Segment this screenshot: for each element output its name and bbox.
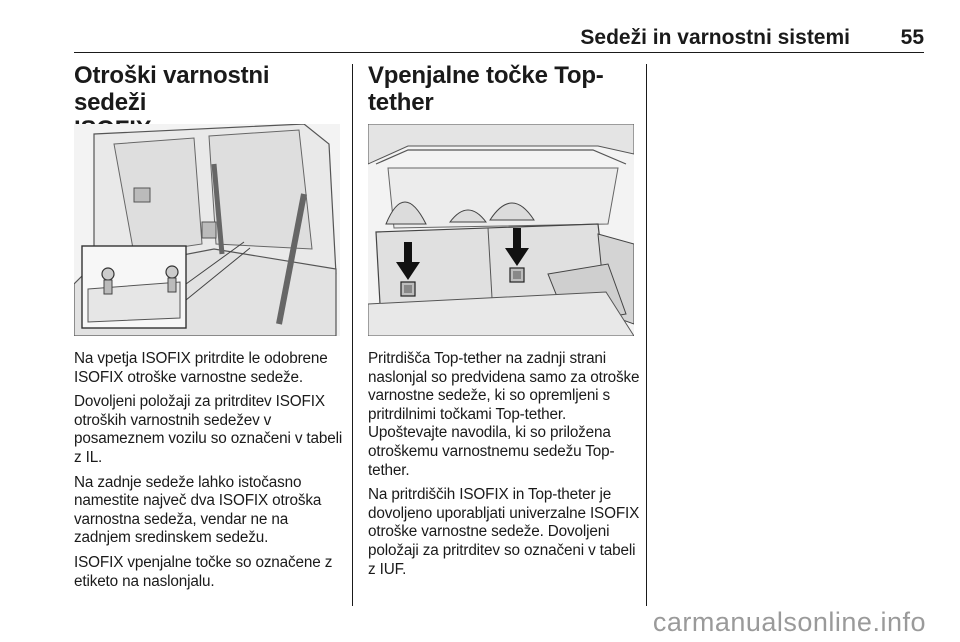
paragraph: ISOFIX vpenjalne točke so označene z etiketo na naslonjalu. (74, 553, 333, 590)
top-tether-drawing (368, 124, 634, 336)
page-number: 55 (900, 26, 924, 49)
paragraph: Na vpetja ISOFIX pritrdite le odobrene ISOFIX otroške varnostne sedeže. (74, 350, 328, 386)
right-column (368, 62, 640, 585)
section-title-isofix (74, 62, 346, 116)
top-tether-body-text (368, 350, 640, 579)
column-divider-2 (646, 64, 647, 606)
section-title-line1: Otroški varnostni sedeži (74, 62, 270, 116)
top-tether-illustration (368, 124, 634, 336)
isofix-body-text (74, 350, 346, 591)
header-rule (74, 52, 924, 53)
paragraph: Dovoljeni položaji za pritrditev ISOFIX otroških varnostnih sedežev v posameznem vozilu so označeni v tabeli z IL. (74, 393, 343, 466)
watermark: carmanualsonline.info (652, 607, 926, 637)
paragraph: Pritrdišča Top-tether na zadnji strani naslonjal so predvidena samo za otroške varnostne sedeže, ki so opremljeni s pritrdilnimi točkami Top-tether. Upoštevajte navodila, ki so priložena otroškemu varnostnemu sedežu Top-tether. (368, 350, 640, 479)
paragraph: Na pritrdiščih ISOFIX in Top-theter je dovoljeno uporabljati univerzalne ISOFIX otroške varnostne sedeže. Dovoljeni položaji za pritrditev so označeni v tabeli z IUF. (368, 486, 640, 578)
left-column (74, 62, 346, 597)
section-title-top-tether: Vpenjalne točke Top-tether (368, 62, 604, 116)
isofix-seat-illustration (74, 124, 340, 336)
paragraph: Na zadnje sedeže lahko istočasno namestite največ dva ISOFIX otroška varnostna sedeža, vendar ne na zadnjem sredinskem sedežu. (74, 473, 322, 547)
column-divider-1 (352, 64, 353, 606)
isofix-seat-drawing (74, 124, 340, 336)
header-title: Sedeži in varnostni sistemi (580, 26, 850, 49)
